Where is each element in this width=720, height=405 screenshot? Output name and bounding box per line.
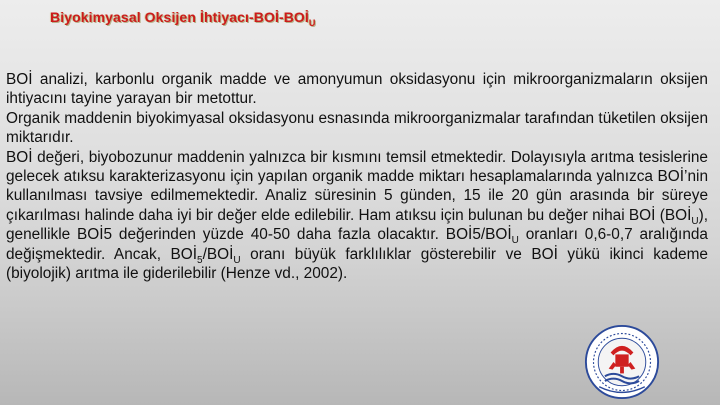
paragraph-text-part: BOİ değeri, biyobozunur maddenin yalnızca bir kısmını temsil etmektedir. Dolayısıyla arıtma tesislerine gelecek atıksu karakterizasyonu için yapılan organik madde miktarı hesaplamalarında yalnızca BOİ’nin kullanılması tavsiye edilmemektedir. Analiz süresinin 5 günden, 15 ile 20 gün arasında bir süreye çıkarılması halinde daha iyi bir değer elde edilebilir. Ham atıksu için bulunan bu değer nihai BOİ (BOİ bbox=[6, 148, 708, 224]
subscript-u: U bbox=[691, 215, 699, 227]
subscript-5: 5 bbox=[197, 254, 203, 266]
paragraph-text-part: /BOİ bbox=[202, 245, 234, 263]
subscript-u: U bbox=[233, 254, 241, 266]
paragraph-text-part: oranı büyük farklılıklar gösterebilir ve BOİ yükü ikinci kademe (biyolojik) arıtma ile giderilebilir (Henze vd., 2002). bbox=[6, 245, 708, 283]
slide-body bbox=[6, 70, 708, 283]
slide-title bbox=[50, 9, 316, 28]
university-emblem-icon bbox=[584, 324, 660, 400]
paragraph-boi-value bbox=[6, 148, 708, 284]
slide-title-subscript: U bbox=[308, 17, 316, 28]
subscript-u: U bbox=[511, 235, 519, 247]
paragraph-text-part: ), genellikle BOİ5 değerinden yüzde 40-50 daha fazla olacaktır. BOİ5/BOİ bbox=[6, 206, 708, 244]
slide-title-text: Biyokimyasal Oksijen İhtiyacı-BOİ-BOİ bbox=[50, 9, 309, 25]
paragraph-oxidation-definition: Organik maddenin biyokimyasal oksidasyonu esnasında mikroorganizmalar tarafından tüketilen oksijen miktarıdır. bbox=[6, 109, 708, 147]
paragraph-boi-analysis: BOİ analizi, karbonlu organik madde ve amonyumun oksidasyonu için mikroorganizmaların oksijen ihtiyacını tayine yarayan bir metottur. bbox=[6, 71, 708, 108]
paragraph-text-part: oranları 0,6-0,7 aralığında değişmektedir. Ancak, BOİ bbox=[6, 226, 708, 263]
